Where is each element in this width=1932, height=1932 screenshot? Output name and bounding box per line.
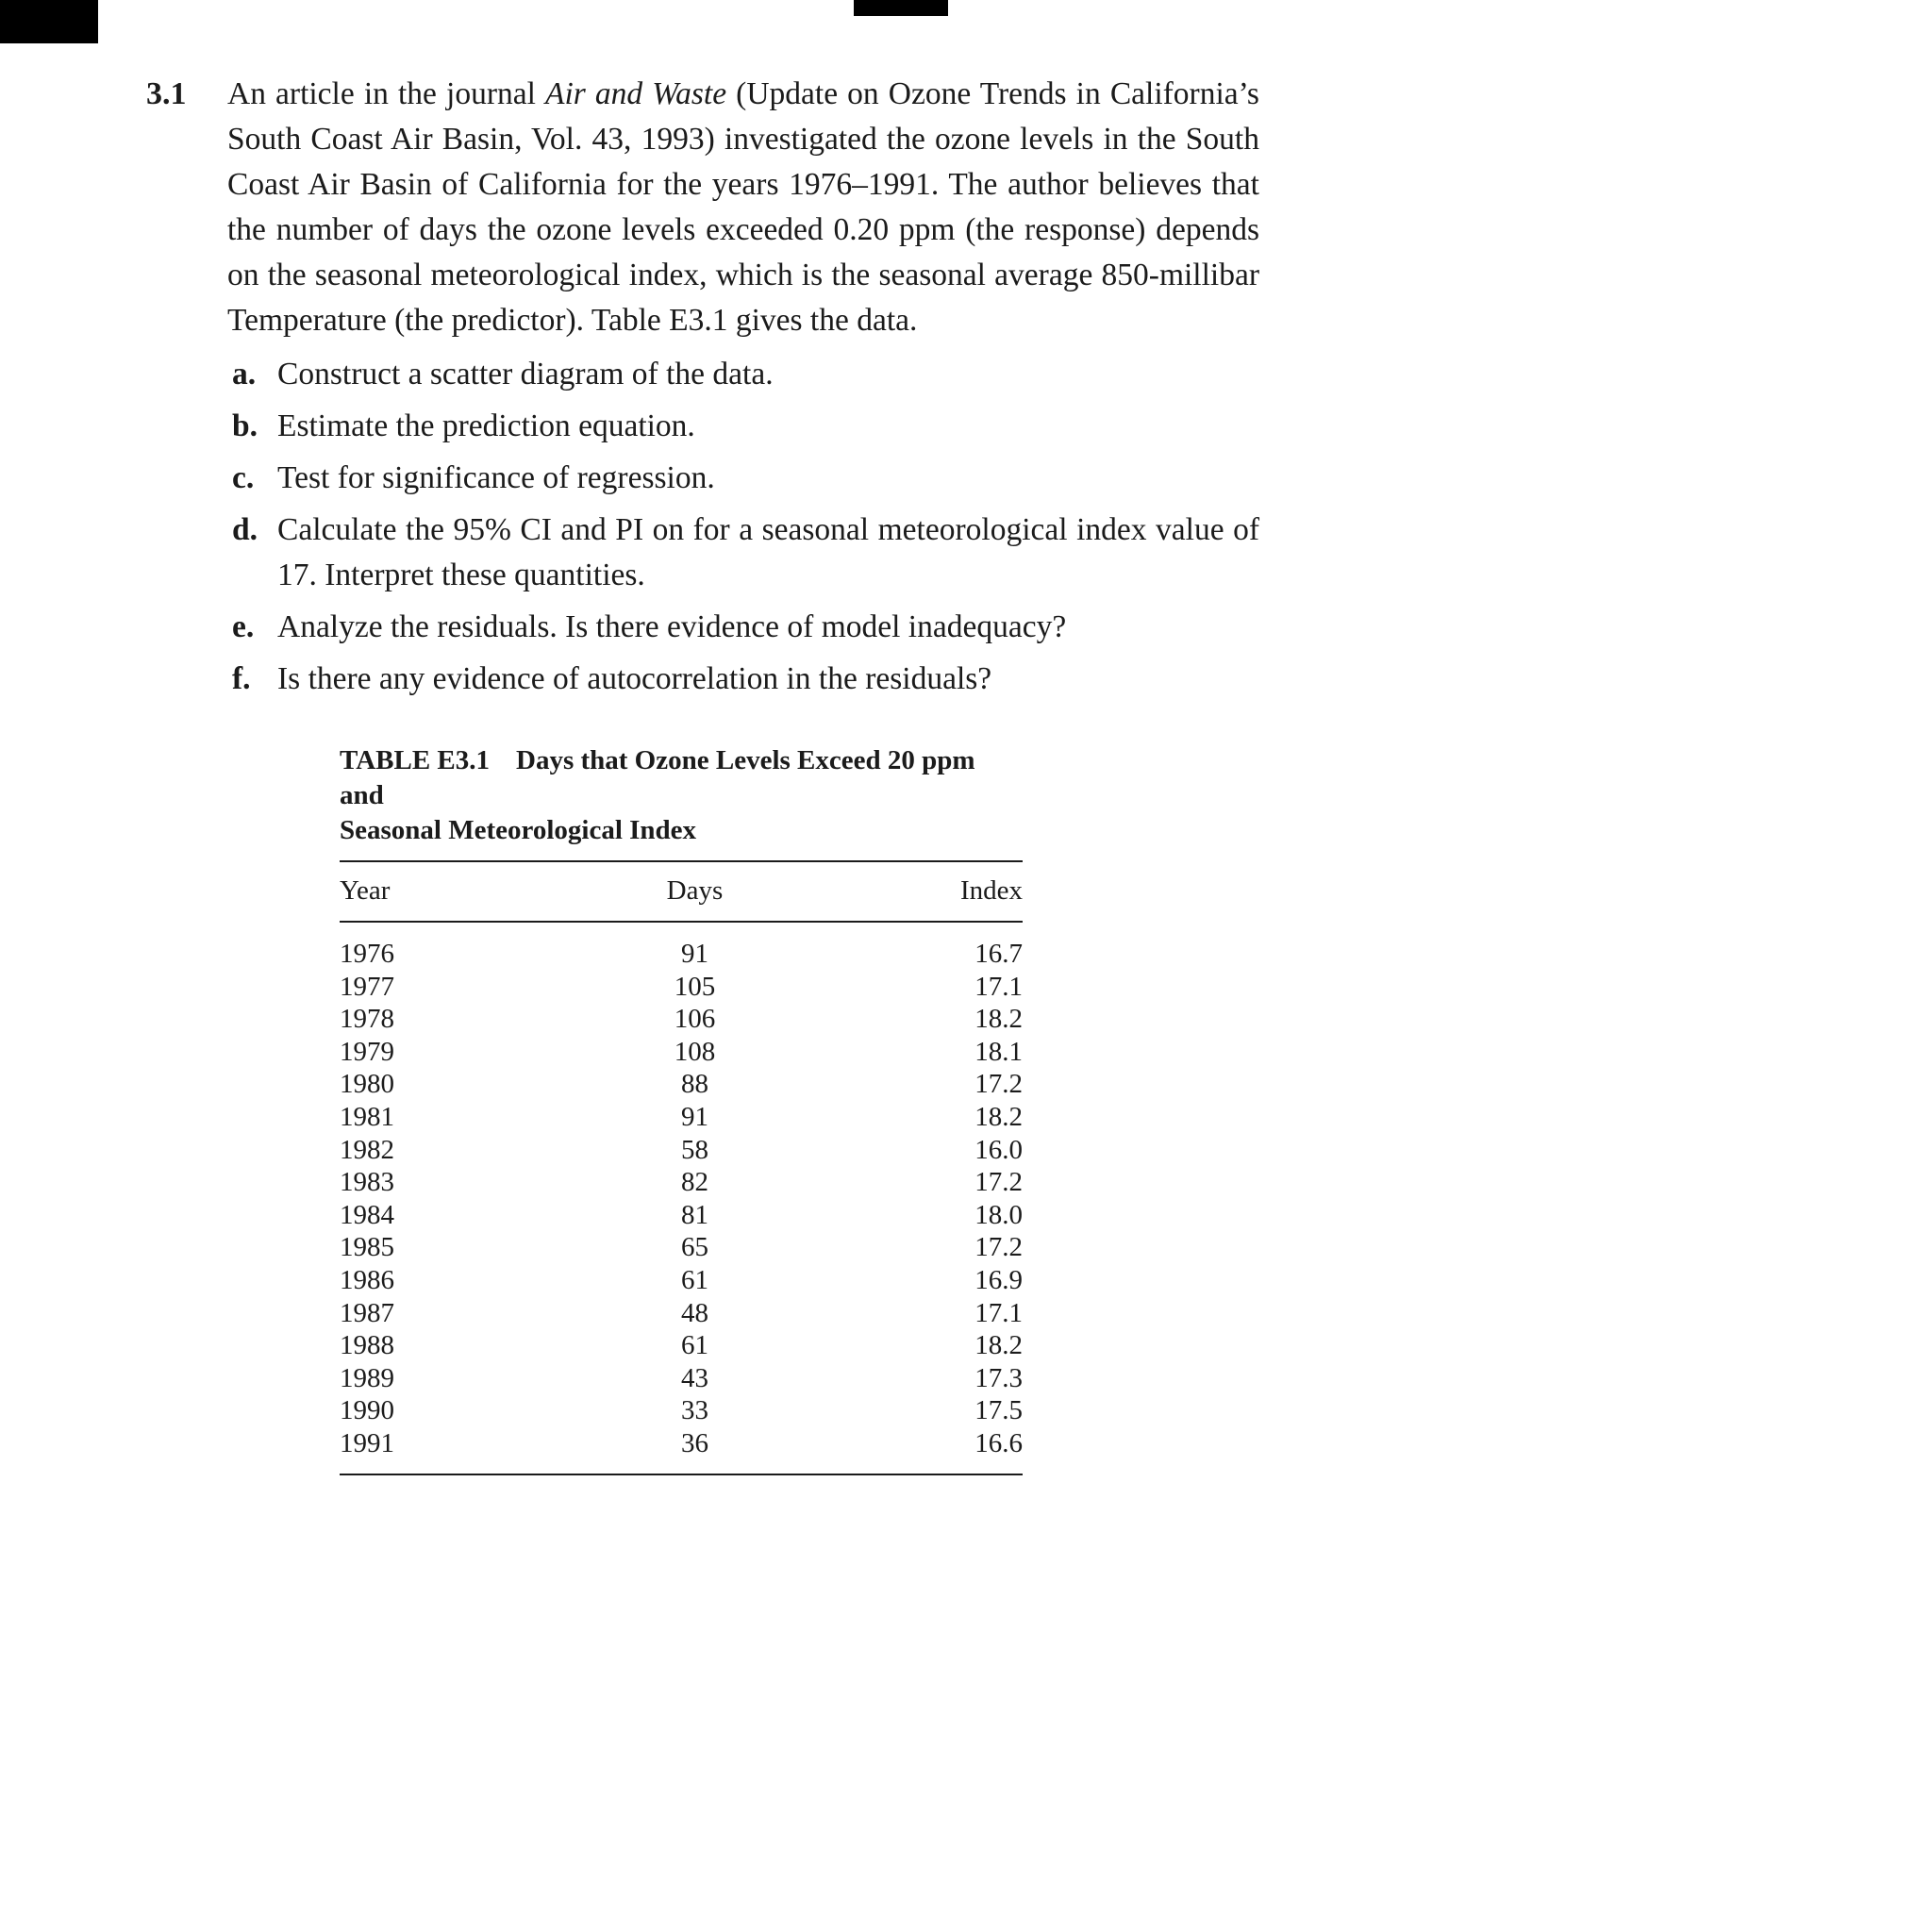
cell-year: 1983 [340, 1167, 394, 1198]
cell-index: 17.3 [974, 1362, 1023, 1393]
part-text: Is there any evidence of autocorrelation in the residuals? [277, 661, 992, 696]
cell-year: 1978 [340, 1004, 394, 1035]
table-title-line1: Days that Ozone Levels Exceed 20 ppm and [340, 745, 975, 810]
cell-year: 1984 [340, 1199, 394, 1230]
scan-artifact-corner [0, 0, 98, 43]
table-row [340, 1427, 1023, 1474]
table-row [340, 1101, 1023, 1134]
cell-year: 1986 [340, 1264, 394, 1295]
cell-days: 58 [680, 1134, 708, 1165]
part-label: a. [232, 357, 257, 391]
cell-days: 81 [680, 1199, 708, 1230]
cell-days: 106 [674, 1004, 716, 1035]
document-page [146, 72, 1269, 1475]
cell-year: 1976 [340, 939, 394, 969]
cell-index: 17.2 [974, 1167, 1023, 1198]
problem-3-1 [146, 72, 1269, 702]
problem-number: 3.1 [146, 76, 187, 111]
table-row [340, 1329, 1023, 1362]
cell-index: 18.0 [974, 1199, 1023, 1230]
cell-index: 17.1 [974, 971, 1023, 1002]
cell-days: 88 [680, 1069, 708, 1100]
part-label: c. [232, 460, 255, 495]
cell-days: 91 [680, 1101, 708, 1132]
table-row [340, 1394, 1023, 1427]
table-e3-1 [340, 743, 1023, 1475]
col-header-days: Days [592, 861, 797, 922]
cell-index: 17.1 [974, 1297, 1023, 1328]
table-row [340, 1297, 1023, 1330]
cell-index: 16.9 [974, 1264, 1023, 1295]
statement-rest: (Update on Ozone Trends in California’s South Coast Air Basin, Vol. 43, 1993) investigated the ozone levels in the South Coast Air Basin of California for the years 1976–1991. The author believes that the number of days the ozone levels exceeded 0.20 ppm (the response) depends on the seasonal meteorological index, which is the seasonal average 850-millibar Temperature (the predictor). Table E3.1 gives the data. [227, 76, 1259, 338]
cell-index: 18.2 [974, 1004, 1023, 1035]
table-row [340, 1166, 1023, 1199]
cell-days: 108 [674, 1036, 716, 1067]
cell-year: 1987 [340, 1297, 394, 1328]
part-item-b [232, 404, 1259, 449]
cell-index: 18.1 [974, 1036, 1023, 1067]
problem-statement [227, 72, 1259, 343]
journal-name: Air and Waste [545, 76, 727, 111]
part-label: d. [232, 512, 258, 547]
table-row [340, 1231, 1023, 1264]
cell-year: 1980 [340, 1069, 394, 1100]
table-row [340, 1199, 1023, 1232]
cell-year: 1991 [340, 1427, 394, 1458]
problem-body [227, 72, 1259, 702]
table-row [340, 1362, 1023, 1395]
cell-index: 17.2 [974, 1069, 1023, 1100]
part-text: Analyze the residuals. Is there evidence of model inadequacy? [277, 609, 1067, 644]
cell-year: 1990 [340, 1395, 394, 1426]
cell-year: 1982 [340, 1134, 394, 1165]
cell-days: 61 [680, 1264, 708, 1295]
part-item-a [232, 352, 1259, 397]
part-text: Test for significance of regression. [277, 460, 715, 495]
table-caption [340, 743, 1023, 848]
table-header-row [340, 861, 1023, 922]
table-label: TABLE E3.1 [340, 745, 491, 775]
table-title-line2: Seasonal Meteorological Index [340, 815, 697, 845]
cell-days: 65 [680, 1232, 708, 1263]
cell-year: 1988 [340, 1330, 394, 1361]
part-text: Estimate the prediction equation. [277, 408, 695, 443]
cell-days: 91 [680, 939, 708, 969]
cell-year: 1979 [340, 1036, 394, 1067]
part-item-c [232, 456, 1259, 501]
data-table [340, 860, 1023, 1475]
cell-year: 1981 [340, 1101, 394, 1132]
part-label: f. [232, 661, 251, 696]
part-item-d [232, 508, 1259, 598]
part-text: Calculate the 95% CI and PI on for a seasonal meteorological index value of 17. Interpret these quantities. [277, 512, 1259, 592]
part-item-f [232, 657, 1259, 702]
table-row [340, 1003, 1023, 1036]
cell-days: 36 [680, 1427, 708, 1458]
cell-index: 17.2 [974, 1232, 1023, 1263]
table-row [340, 971, 1023, 1004]
table-row [340, 1134, 1023, 1167]
cell-days: 82 [680, 1167, 708, 1198]
col-header-year: Year [340, 861, 592, 922]
cell-days: 43 [680, 1362, 708, 1393]
cell-days: 105 [674, 971, 716, 1002]
cell-year: 1989 [340, 1362, 394, 1393]
table-row [340, 922, 1023, 971]
cell-index: 18.2 [974, 1101, 1023, 1132]
cell-index: 18.2 [974, 1330, 1023, 1361]
cell-index: 16.0 [974, 1134, 1023, 1165]
col-header-index: Index [797, 861, 1023, 922]
cell-index: 16.7 [974, 939, 1023, 969]
part-label: e. [232, 609, 255, 644]
cell-year: 1985 [340, 1232, 394, 1263]
statement-lead: An article in the journal [227, 76, 546, 111]
table-row [340, 1264, 1023, 1297]
parts-list [232, 352, 1259, 702]
cell-year: 1977 [340, 971, 394, 1002]
table-row [340, 1036, 1023, 1069]
part-item-e [232, 605, 1259, 650]
table-row [340, 1068, 1023, 1101]
cell-index: 17.5 [974, 1395, 1023, 1426]
part-text: Construct a scatter diagram of the data. [277, 357, 774, 391]
cell-index: 16.6 [974, 1427, 1023, 1458]
cell-days: 48 [680, 1297, 708, 1328]
cell-days: 33 [680, 1395, 708, 1426]
cell-days: 61 [680, 1330, 708, 1361]
part-label: b. [232, 408, 258, 443]
scan-artifact-strip [854, 0, 948, 16]
